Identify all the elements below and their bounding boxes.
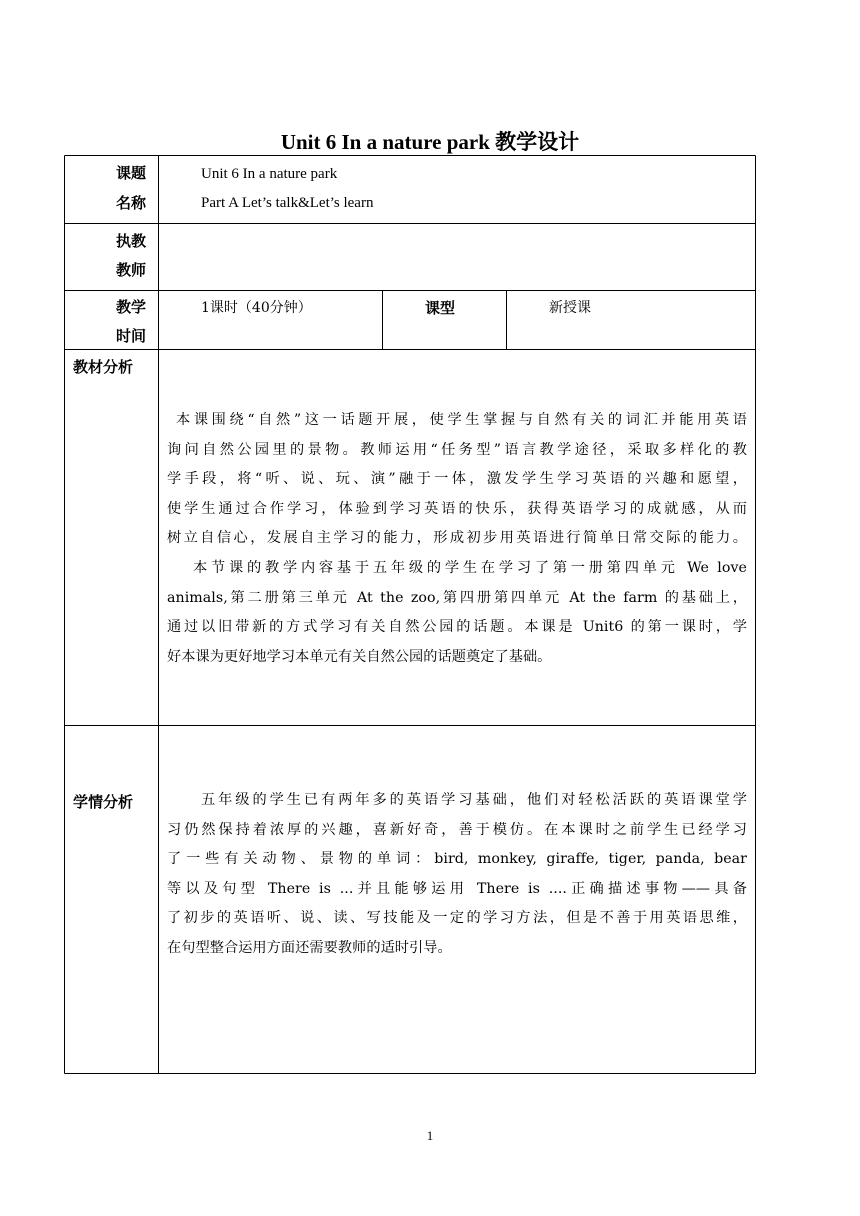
time-value: 1课时（40分钟） bbox=[201, 300, 312, 316]
material-analysis-line: 通过以旧带新的方式学习有关自然公园的话题。本课是 Unit6 的第一课时，学 bbox=[167, 619, 747, 636]
material-analysis-line: 本节课的教学内容基于五年级的学生在学习了第一册第四单元 We love bbox=[193, 559, 747, 576]
learner-analysis-line: 习仍然保持着浓厚的兴趣，喜新好奇，善于模仿。在本课时之前学生已经学习 bbox=[167, 821, 747, 838]
course-name-value-line1: Unit 6 In a nature park bbox=[201, 166, 338, 182]
material-analysis-label: 教材分析 bbox=[73, 358, 134, 376]
teacher-label-line1: 执教 bbox=[115, 232, 146, 250]
material-analysis-line: 好本课为更好地学习本单元有关自然公园的话题奠定了基础。 bbox=[167, 648, 552, 665]
learner-analysis-line: 等以及句型 There is ...并且能够运用 There is ....正确描述事物——具备 bbox=[167, 880, 747, 897]
material-analysis-line: 学手段，将“听、说、玩、演”融于一体，激发学生学习英语的兴趣和愿望， bbox=[167, 471, 747, 488]
material-analysis-line: 本课围绕“自然”这一话题开展，使学生掌握与自然有关的词汇并能用英语 bbox=[176, 412, 747, 428]
course-name-label-line2: 名称 bbox=[115, 194, 146, 212]
learner-analysis-line: 五年级的学生已有两年多的英语学习基础，他们对轻松活跃的英语课堂学 bbox=[201, 792, 747, 808]
course-name-label-line1: 课题 bbox=[115, 164, 146, 182]
learner-analysis-label: 学情分析 bbox=[73, 793, 134, 811]
material-analysis-line: 使学生通过合作学习，体验到学习英语的快乐，获得英语学习的成就感，从而 bbox=[167, 500, 747, 517]
material-analysis-paragraph bbox=[167, 406, 747, 672]
course-name-value-line2: Part A Let’s talk&Let’s learn bbox=[201, 195, 374, 211]
lesson-type-label: 课型 bbox=[425, 299, 456, 317]
time-label-line1: 教学 bbox=[115, 298, 146, 316]
learner-analysis-line: 在句型整合运用方面还需要教师的适时引导。 bbox=[167, 939, 452, 956]
material-analysis-line: animals,第二册第三单元 At the zoo,第四册第四单元 At the farm 的基础上， bbox=[167, 589, 747, 606]
material-analysis-line: 询问自然公园里的景物。教师运用“任务型”语言教学途径，采取多样化的教 bbox=[167, 441, 747, 458]
page-title: Unit 6 In a nature park 教学设计 bbox=[280, 130, 580, 154]
lesson-type-value: 新授课 bbox=[549, 300, 591, 316]
learner-analysis-line: 了初步的英语听、说、读、写技能及一定的学习方法，但是不善于用英语思维， bbox=[167, 910, 747, 927]
teacher-label-line2: 教师 bbox=[115, 261, 146, 279]
time-label-line2: 时间 bbox=[115, 327, 146, 345]
page-number: 1 bbox=[426, 1128, 434, 1143]
material-analysis-line: 树立自信心，发展自主学习的能力，形成初步用英语进行简单日常交际的能力。 bbox=[167, 530, 747, 547]
learner-analysis-paragraph bbox=[167, 786, 747, 964]
learner-analysis-line: 了一些有关动物、景物的单词：bird, monkey, giraffe, tiger, panda, bear bbox=[167, 851, 747, 868]
